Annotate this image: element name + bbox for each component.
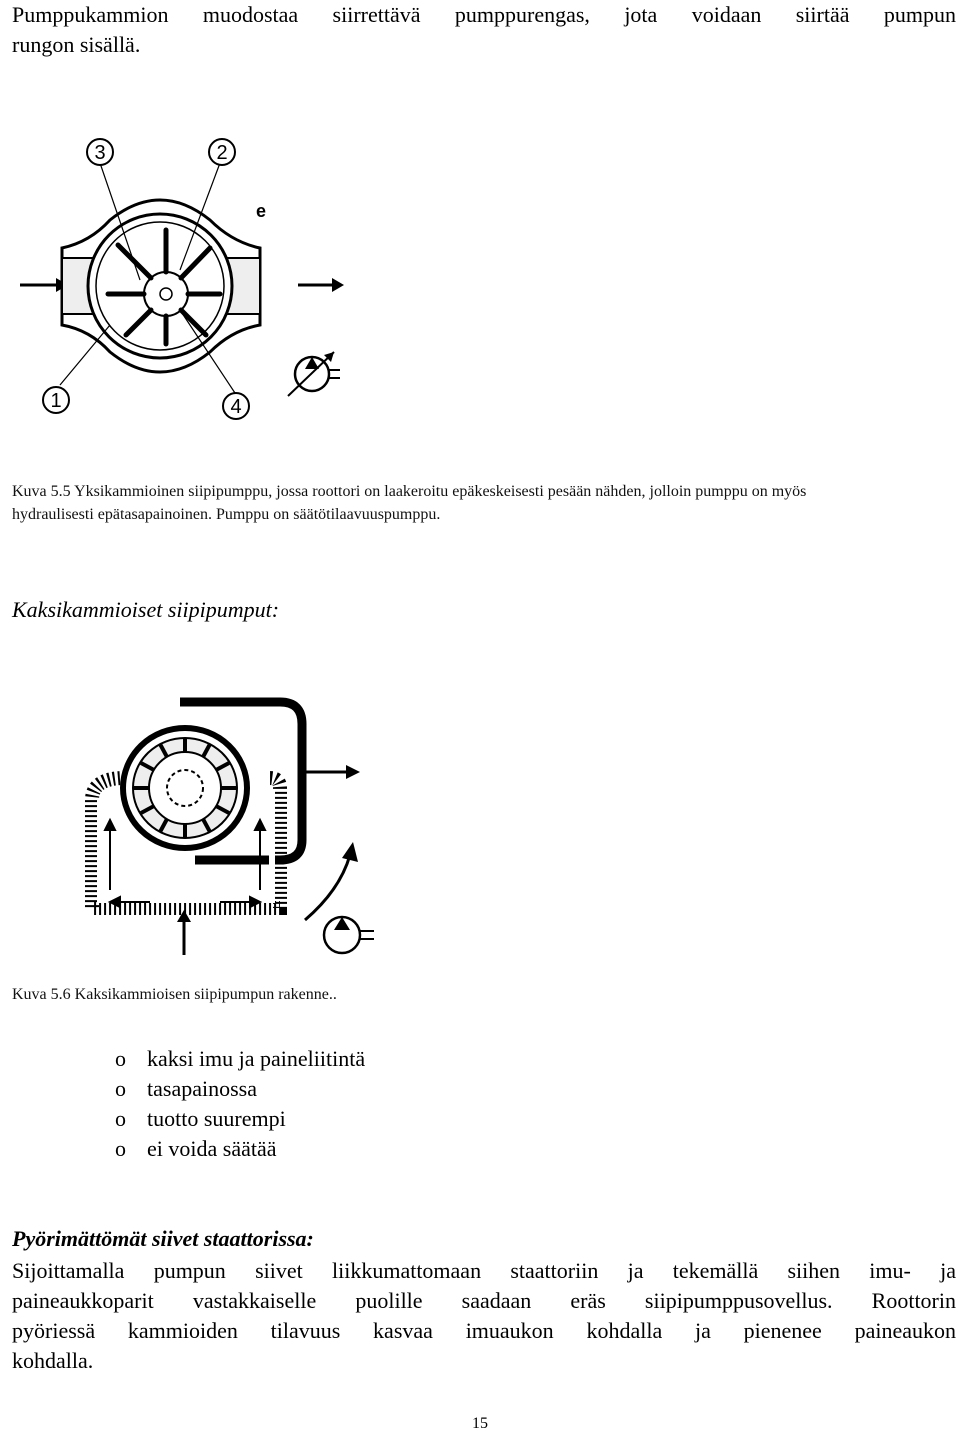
label-1: [43, 387, 69, 413]
paragraph-line-2: paineaukkoparit vastakkaiselle puolille saadaan eräs siipipumppusovellus. Roottorin: [12, 1288, 956, 1313]
list-item: o kaksi imu ja paineliitintä: [115, 1044, 365, 1074]
paragraph-line-3: pyöriessä kammioiden tilavuus kasvaa imuaukon kohdalla ja pienenee paineaukon: [12, 1318, 956, 1343]
feature-list: [115, 1044, 365, 1164]
bullet-mark: o: [115, 1076, 126, 1101]
intro-line-2: rungon sisällä.: [12, 32, 141, 57]
page-number: 15: [472, 1415, 488, 1432]
label-e: e: [256, 201, 267, 221]
paragraph-line-1: Sijoittamalla pumpun siivet liikkumattomaan staattoriin ja tekemällä siihen imu- ja: [12, 1258, 956, 1283]
figure-single-chamber-vane-pump: [20, 130, 360, 425]
rotor-spline: [167, 770, 203, 806]
label-3: [87, 139, 113, 165]
bullet-mark: o: [115, 1106, 126, 1131]
suction-inlet-arrow: [177, 910, 191, 955]
bullet-mark: o: [115, 1046, 126, 1071]
variable-displacement-pump-symbol-icon: [288, 352, 340, 396]
figure-double-chamber-vane-pump: [80, 690, 390, 965]
svg-text:4: 4: [230, 396, 242, 418]
caption-line-1: Kuva 5.5 Yksikammioinen siipipumppu, jossa roottori on laakeroitu epäkeskeisesti pesään nähden, jolloin pumppu on myös: [12, 483, 807, 500]
list-item: o ei voida säätää: [115, 1134, 365, 1164]
fixed-vanes-paragraph: [12, 1256, 956, 1376]
svg-text:1: 1: [50, 390, 62, 412]
bullet-mark: o: [115, 1136, 126, 1161]
section-heading-fixed-vanes: Pyörimättömät siivet staattorissa:: [12, 1226, 314, 1251]
figure-caption-5-5: [12, 480, 956, 526]
label-4: [223, 393, 249, 419]
fixed-displacement-pump-symbol-icon: [324, 917, 374, 953]
figure-caption-5-6: Kuva 5.6 Kaksikammioisen siipipumpun rakenne..: [12, 986, 337, 1003]
pressure-outlet-arrow: [306, 765, 360, 779]
intro-line-1: Pumppukammion muodostaa siirrettävä pumppurengas, jota voidaan siirtää pumpun: [12, 2, 956, 27]
svg-text:2: 2: [216, 142, 228, 164]
intro-paragraph: [12, 0, 956, 60]
outlet-arrow: [298, 278, 344, 292]
paragraph-line-4: kohdalla.: [12, 1348, 94, 1373]
list-item: o tuotto suurempi: [115, 1104, 365, 1134]
list-item: o tasapainossa: [115, 1074, 365, 1104]
label-2: [209, 139, 235, 165]
caption-line-2: hydraulisesti epätasapainoinen. Pumppu on säätötilaavuuspumppu.: [12, 506, 441, 523]
svg-text:3: 3: [94, 142, 106, 164]
rotation-arrow: [305, 855, 350, 920]
section-heading-double-chamber: Kaksikammioiset siipipumput:: [12, 597, 280, 622]
